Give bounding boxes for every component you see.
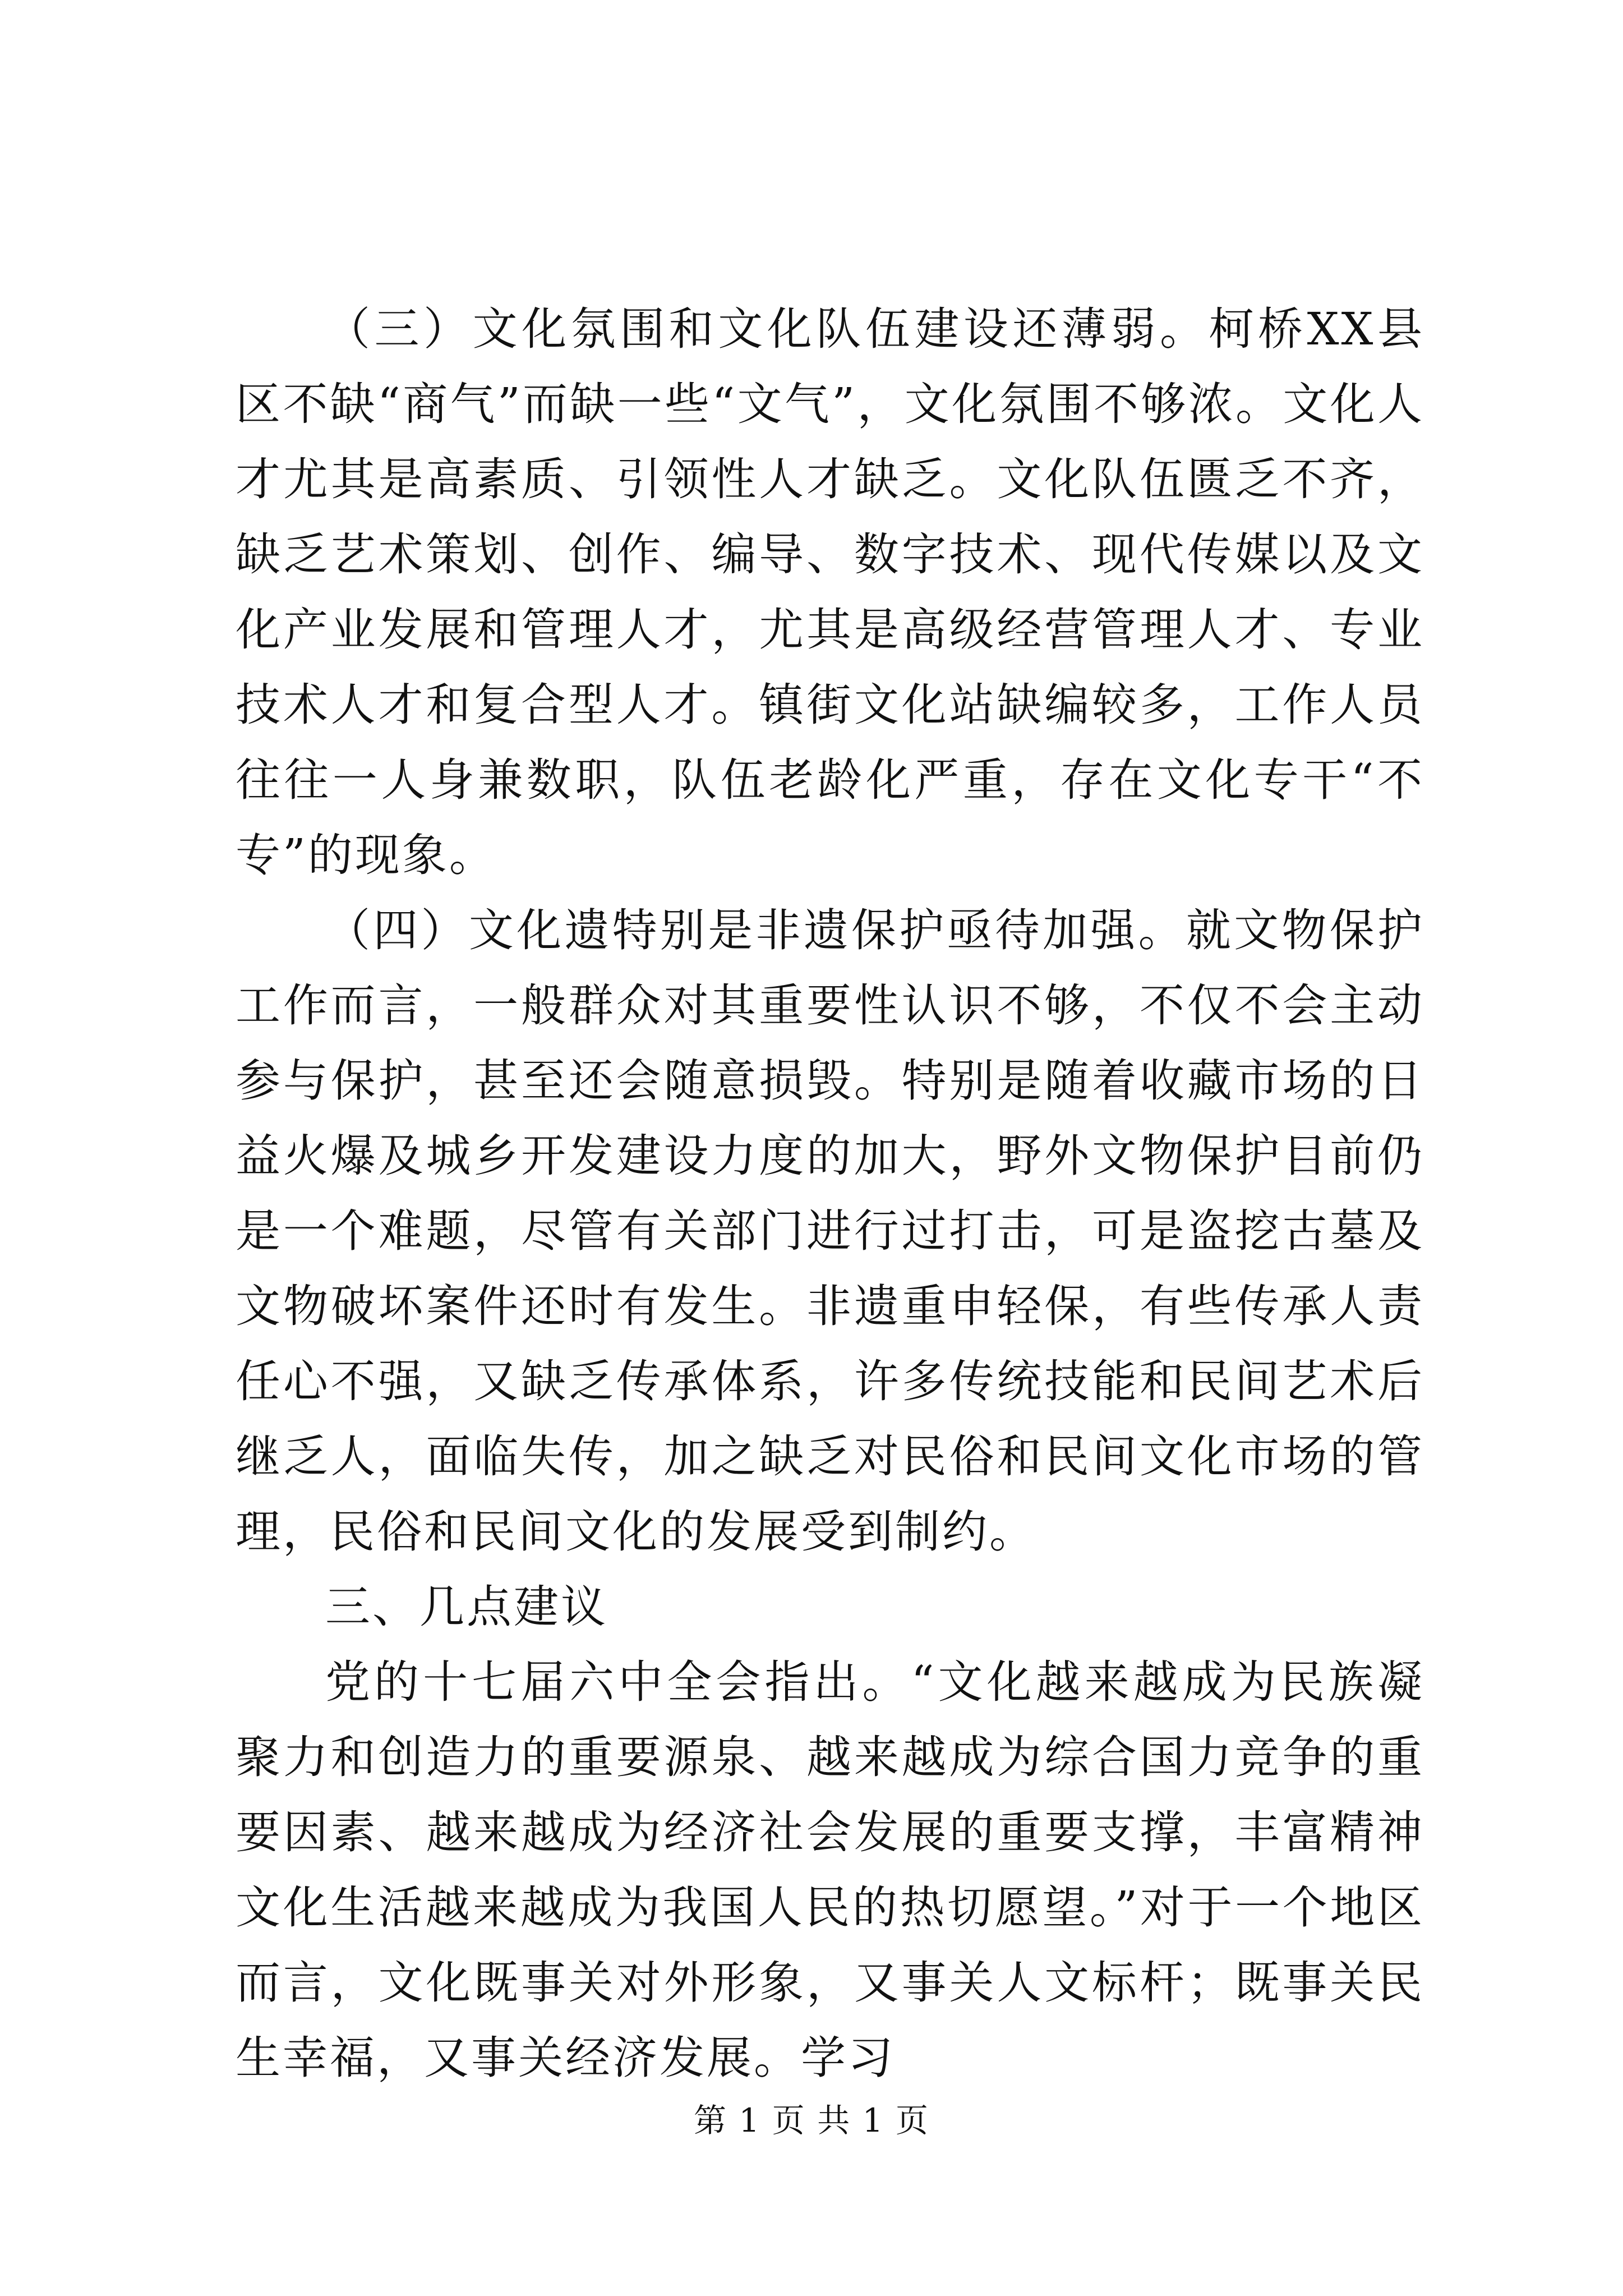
- paragraph-heritage-protection: （四）文化遗特别是非遗保护亟待加强。就文物保护工作而言，一般群众对其重要性认识不够，不仅不会主动参与保护，甚至还会随意损毁。特别是随着收藏市场的日益火爆及城乡开发建设力度的加大，野外文物保护目前仍是一个难题，尽管有关部门进行过打击，可是盗挖古墓及文物破坏案件还时有发生。非遗重申轻保，有些传承人责任心不强，又缺乏传承体系，许多传统技能和民间艺术后继乏人，面临失传，加之缺乏对民俗和民间文化市场的管理，民俗和民间文化的发展受到制约。: [236, 904, 1424, 1558]
- paragraph-plenary-session: 党的十七届六中全会指出。“文化越来越成为民族凝聚力和创造力的重要源泉、越来越成为综合国力竞争的重要因素、越来越成为经济社会发展的重要支撑，丰富精神文化生活越来越成为我国人民的热切愿望。”对于一个地区而言，文化既事关对外形象，又事关人文标杆；既事关民生幸福，又事关经济发展。学习: [236, 1656, 1424, 2084]
- paragraph-culture-atmosphere: （三）文化氛围和文化队伍建设还薄弱。柯桥XX县区不缺“商气”而缺一些“文气”，文化氛围不够浓。文化人才尤其是高素质、引领性人才缺乏。文化队伍匮乏不齐，缺乏艺术策划、创作、编导、数字技术、现代传媒以及文化产业发展和管理人才，尤其是高级经营管理人才、专业技术人才和复合型人才。镇街文化站缺编较多，工作人员往往一人身兼数职，队伍老龄化严重，存在文化专干“不专”的现象。: [236, 303, 1424, 881]
- section-heading-suggestions: 三、几点建议: [325, 1581, 608, 1633]
- document-body: [236, 292, 1424, 2096]
- page-number-footer: 第 1 页 共 1 页: [694, 2101, 929, 2139]
